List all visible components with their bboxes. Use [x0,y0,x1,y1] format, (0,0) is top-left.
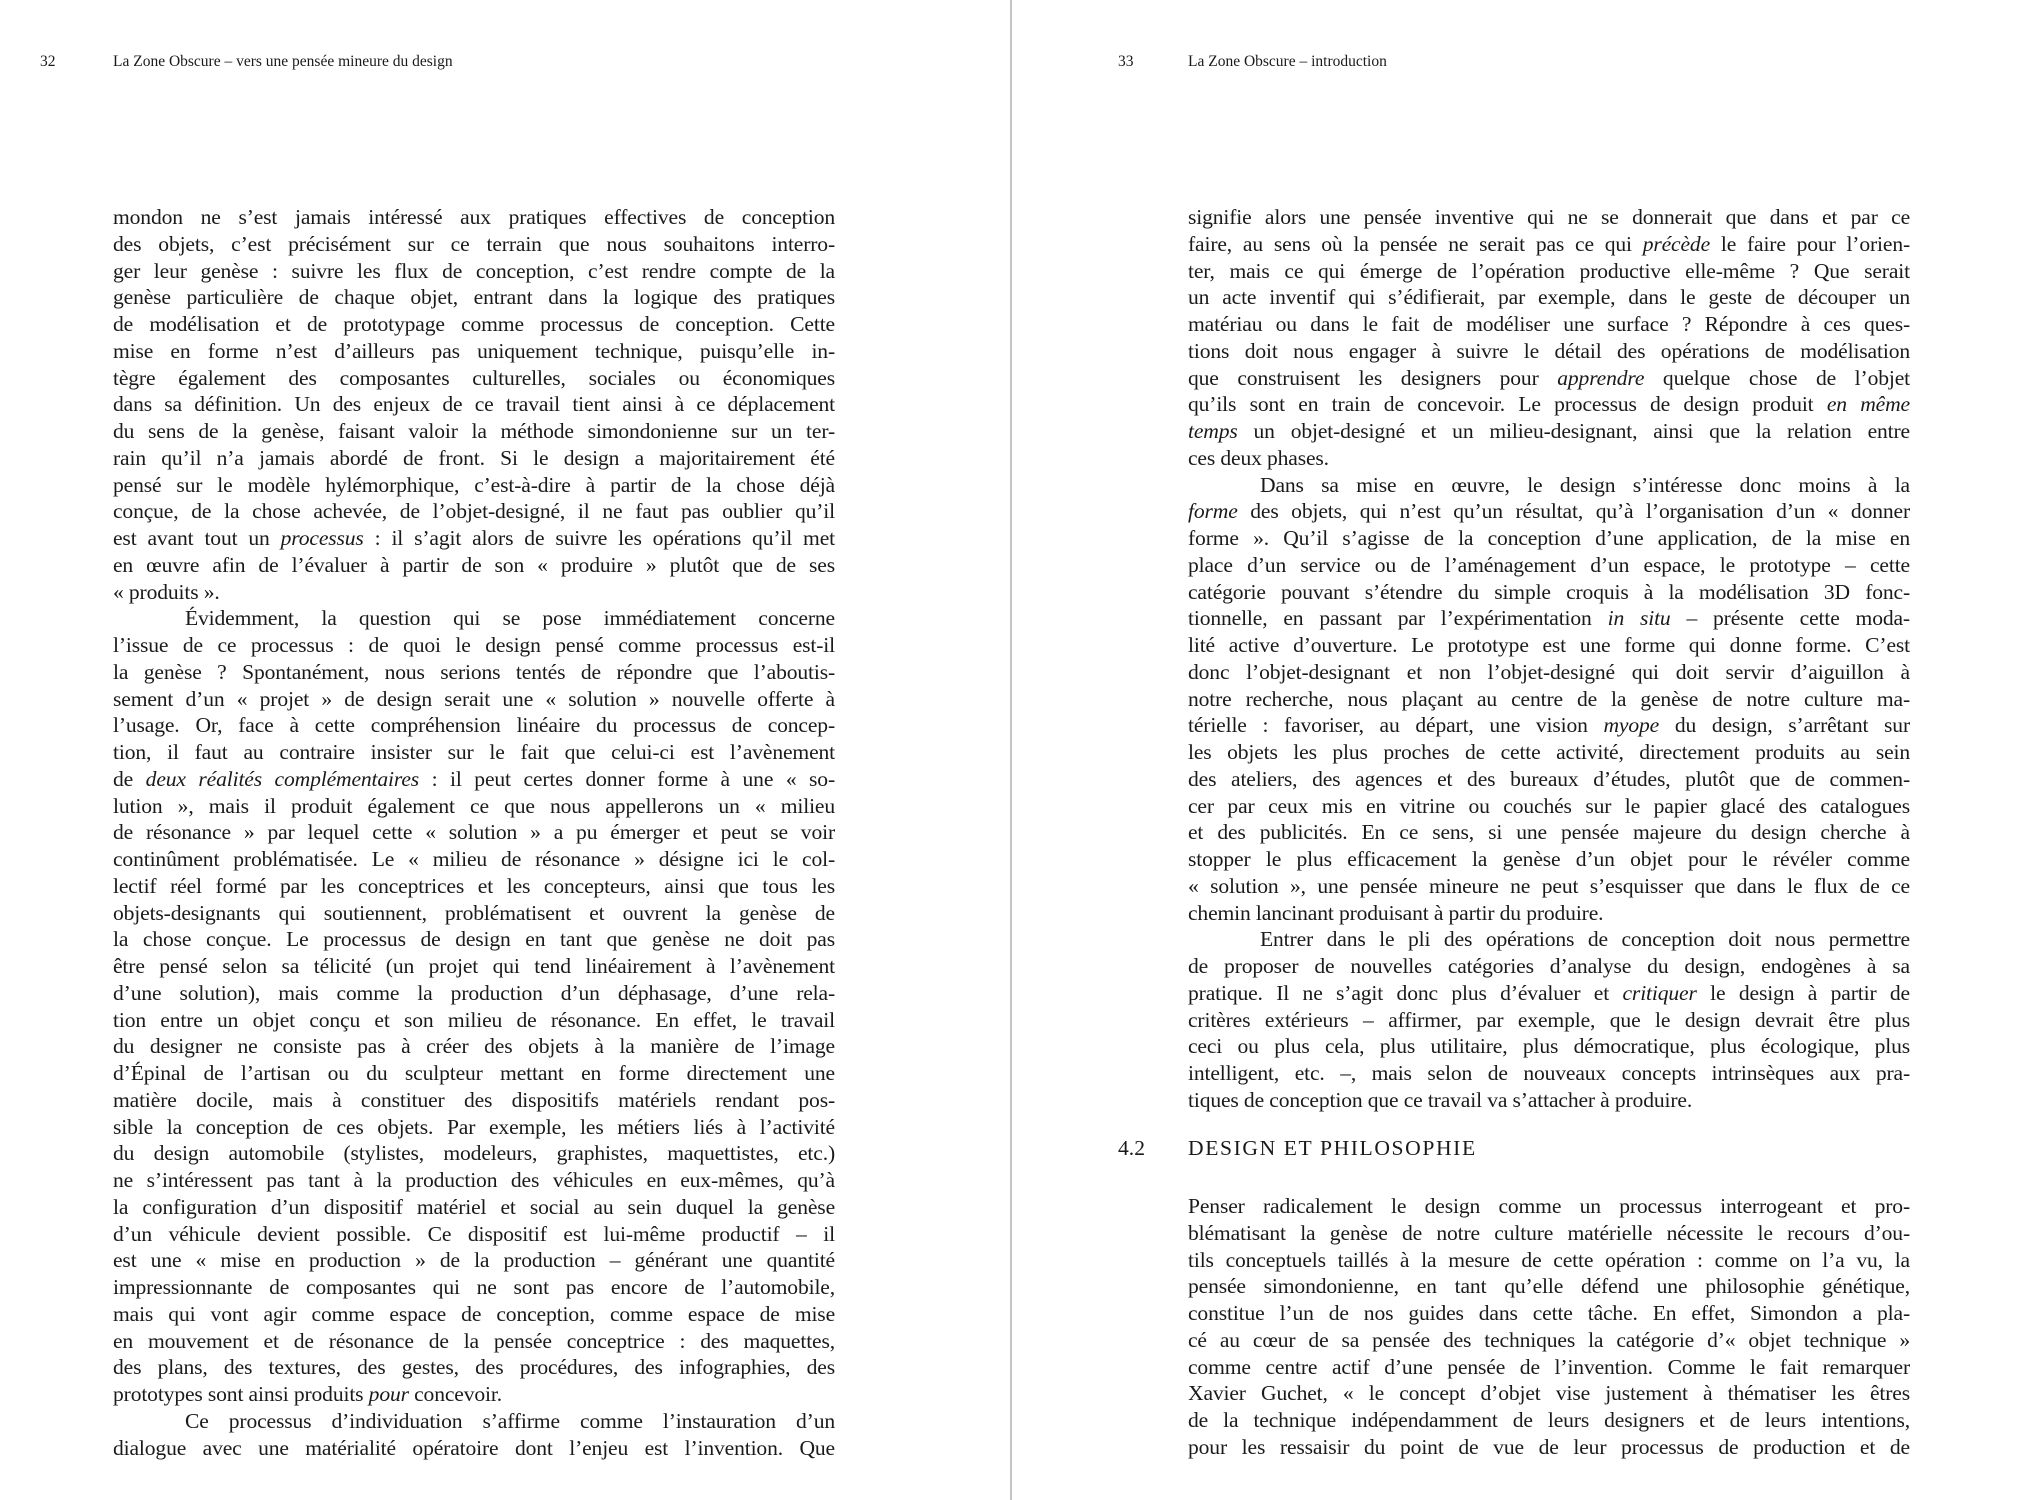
text-line: tègre également des composantes culturelles, sociales ou économiques [113,365,835,390]
text-line: dans sa définition. Un des enjeux de ce travail tient ainsi à ce déplacement [113,392,835,417]
text-line: du sens de la genèse, faisant valoir la méthode simondonienne sur un ter- [113,419,835,443]
right-page-body [1188,204,1910,1114]
section-number: 4.2 [1118,1136,1145,1160]
text-run: un objet-designé et un milieu-designant, ainsi que la relation entre [1237,419,1910,443]
text-line: genèse particulière de chaque objet, entrant dans la logique des pratiques [113,285,835,310]
text-run: – présente cette moda- [1670,606,1910,631]
text-line: sible la conception de ces objets. Par exemple, les métiers liés à l’activité [113,1114,835,1139]
italic-emphasis: précède [1642,231,1711,256]
text-line: Xavier Guchet, « le concept d’objet vise justement à thématiser les êtres [1188,1381,1910,1406]
text-run: térielle : favoriser, au départ, une vision [1188,713,1604,738]
text-line [1188,365,1910,392]
text-line: du designer ne consiste pas à créer des objets à la manière de l’image [113,1034,835,1059]
text-line: donc l’objet-designant et non l’objet-designé qui doit servir d’aiguillon à [1188,659,1910,684]
italic-emphasis: en même [1826,392,1910,417]
text-line: ces deux phases. [1188,445,1329,470]
text-line: signifie alors une pensée inventive qui ne se donnerait que dans et par ce [1188,205,1910,229]
italic-emphasis: critiquer [1622,980,1697,1005]
text-line: est une « mise en production » de la production – générant une quantité [113,1248,835,1273]
text-line: continûment problématisée. Le « milieu de résonance » désigne ici le col- [113,847,835,871]
text-line: Ce processus d’individuation s’affirme comme l’instauration d’un [185,1408,835,1433]
text-run: des objets, qui n’est qu’un résultat, qu’à l’organisation d’un « donner [1237,499,1910,524]
text-line: d’Épinal de l’artisan ou du sculpteur mettant en forme directement une [113,1061,835,1085]
text-line: pensé sur le modèle hylémorphique, c’est-à-dire à partir de la chose déjà [113,472,835,497]
text-line: de la technique indépendamment de leurs designers et de leurs intentions, [1188,1408,1910,1432]
text-run: le design à partir de [1696,980,1910,1005]
text-run: de [113,766,146,791]
text-line [113,525,835,552]
text-line: du design automobile (stylistes, modeleurs, graphistes, maquettistes, etc.) [113,1141,835,1166]
text-line: lution », mais il produit également ce que nous appellerons un « milieu [113,793,835,818]
text-line: en œuvre afin de l’évaluer à partir de son « produire » plutôt que de ses [113,552,835,577]
text-line: notre recherche, nous plaçant au centre de la genèse de notre culture ma- [1188,686,1910,711]
text-line [1188,980,1910,1007]
text-line: critères extérieurs – affirmer, par exemple, que le design devrait être plus [1188,1007,1910,1032]
text-run: faire, au sens où la pensée ne serait pas ce qui [1188,231,1643,256]
text-line: ter, mais ce qui émerge de l’opération productive elle-même ? Que serait [1188,258,1910,283]
text-run: qu’ils sont en train de concevoir. Le processus de design produit [1188,392,1827,417]
text-line: pour les ressaisir du point de vue de leur processus de production et de [1188,1434,1910,1459]
text-line: lectif réel formé par les conceptrices et les concepteurs, ainsi que tous les [113,873,835,898]
text-line: mais qui vont agir comme espace de conception, comme espace de mise [113,1301,835,1326]
text-line: de résonance » par lequel cette « solution » a pu émerger et peut se voir [113,820,835,845]
right-page-number: 33 [1118,53,1134,70]
text-line: l’usage. Or, face à cette compréhension linéaire du processus de concep- [113,713,835,738]
italic-emphasis: in situ [1607,606,1671,631]
italic-emphasis: myope [1603,713,1660,738]
spine-divider [1010,0,1012,1500]
text-line: ceci ou plus cela, plus utilitaire, plus démocratique, plus écologique, plus [1188,1034,1910,1059]
text-line: catégorie pouvant s’étendre du simple croquis à la modélisation 3D fonc- [1188,579,1910,604]
text-line [1188,498,1910,525]
text-run: le faire pour l’orien- [1710,231,1911,256]
text-line: être pensé selon sa télicité (un projet qui tend linéairement à l’avènement [113,954,835,978]
section-title: DESIGN ET PHILOSOPHIE [1188,1136,1477,1160]
italic-emphasis: forme [1188,499,1238,524]
text-line: rain qu’il n’a jamais abordé de front. Si le design a majoritairement été [113,445,835,470]
text-line: « solution », une pensée mineure ne peut s’esquisser que dans le flux de ce [1188,873,1910,898]
text-run: : il peut certes donner forme à une « so- [419,766,835,791]
text-line: cer par ceux mis en vitrine ou couchés sur le papier glacé des catalogues [1188,793,1910,818]
text-line [1188,418,1910,445]
text-line: forme ». Qu’il s’agisse de la conception d’une application, de la mise en [1188,526,1910,550]
text-line: Penser radicalement le design comme un processus interrogeant et pro- [1188,1194,1910,1218]
italic-emphasis: pour [368,1382,409,1406]
text-line: ne s’intéressent pas tant à la production des véhicules en eux-mêmes, qu’à [113,1168,835,1192]
right-header-title: La Zone Obscure – introduction [1188,53,1387,70]
text-line: matériau ou dans le fait de modéliser une surface ? Répondre à ces ques- [1188,312,1910,336]
text-line: tion entre un objet conçu et son milieu de résonance. En effet, le travail [113,1007,835,1032]
italic-emphasis: temps [1188,419,1238,443]
text-line: constitue l’un de nos guides dans cette tâche. En effet, Simondon a pla- [1188,1301,1910,1325]
text-line: dialogue avec une matérialité opératoire dont l’enjeu est l’invention. Que [113,1435,835,1460]
text-line: impressionnante de composantes qui ne sont pas encore de l’automobile, [113,1275,835,1299]
text-line: tiques de conception que ce travail va s’attacher à produire. [1188,1087,1693,1112]
left-page-number: 32 [40,53,56,70]
text-line: sement d’un « projet » de design serait une « solution » nouvelle offerte à [113,686,835,711]
text-line: intelligent, etc. –, mais selon de nouveaux concepts intrinsèques aux pra- [1188,1061,1910,1085]
text-run: quelque chose de l’objet [1644,365,1910,390]
section-body [1188,1193,1910,1461]
text-line: l’issue de ce processus : de quoi le design pensé comme processus est-il [113,633,835,657]
text-line: la configuration d’un dispositif matériel et social au sein duquel la genèse [113,1194,835,1219]
text-line: des objets, c’est précisément sur ce terrain que nous souhaitons interro- [113,231,835,256]
text-line: cé au cœur de sa pensée des techniques la catégorie d’« objet technique » [1188,1327,1910,1352]
text-line: et des publicités. En ce sens, si une pensée majeure du design cherche à [1188,820,1910,845]
text-line: tils conceptuels taillés à la mesure de cette opération : comme on l’a vu, la [1188,1247,1910,1272]
text-line: de proposer de nouvelles catégories d’analyse du design, endogènes à sa [1188,954,1910,978]
text-line: ger leur genèse : suivre les flux de conception, c’est rendre compte de la [113,258,835,283]
text-run: pratique. Il ne s’agit donc plus d’évaluer et [1188,980,1623,1005]
text-run: concevoir. [408,1382,502,1406]
text-line: d’un véhicule devient possible. Ce dispositif est lui-même productif – il [113,1221,835,1246]
left-header-title: La Zone Obscure – vers une pensée mineure du design [113,53,453,70]
text-run: : il s’agit alors de suivre les opérations qu’il met [363,526,835,550]
text-line: « produits ». [113,579,220,604]
text-run: prototypes sont ainsi produits [113,1382,369,1406]
text-line [1188,712,1910,739]
text-line: la chose conçue. Le processus de design en tant que genèse ne doit pas [113,927,835,952]
italic-emphasis: processus [280,526,364,550]
text-line [1188,231,1910,258]
text-line: chemin lancinant produisant à partir du produire. [1188,900,1604,925]
text-line: mise en forme n’est d’ailleurs pas uniquement technique, puisqu’elle in- [113,338,835,363]
text-line: comme centre actif d’une pensée de l’invention. Comme le fait remarquer [1188,1354,1910,1379]
text-line: en mouvement et de résonance de la pensée conceptrice : des maquettes, [113,1328,835,1353]
text-line: stopper le plus efficacement la genèse d’un objet pour le révéler comme [1188,847,1910,871]
text-run: tionnelle, en passant par l’expérimentation [1188,606,1608,631]
section-heading [1118,1134,1477,1162]
text-line: la genèse ? Spontanément, nous serions tentés de répondre que l’aboutis- [113,659,835,684]
text-line: lité active d’ouverture. Le prototype est une forme qui donne forme. C’est [1188,633,1910,657]
text-line [1188,391,1910,418]
text-line: conçue, de la chose achevée, de l’objet-designé, il ne faut pas oublier qu’il [113,499,835,524]
text-run: du design, s’arrêtant sur [1659,713,1910,738]
text-line: des plans, des textures, des gestes, des procédures, des infographies, des [113,1355,835,1380]
italic-emphasis: deux réalités complémentaires [145,766,420,791]
text-line: pensée simondonienne, en tant qu’elle défend une philosophie génétique, [1188,1274,1910,1299]
text-line: un acte inventif qui s’édifierait, par exemple, dans le geste de découper un [1188,285,1910,310]
italic-emphasis: apprendre [1557,365,1645,390]
text-line [1188,605,1910,632]
text-run: est avant tout un [113,526,281,550]
text-line: tions doit nous engager à suivre le détail des opérations de modélisation [1188,338,1910,363]
text-line: Évidemment, la question qui se pose immédiatement concerne [185,606,835,631]
left-page-body [113,204,835,1461]
text-line: objets-designants qui soutiennent, problématisent et ouvrent la genèse de [113,900,835,925]
text-line: mondon ne s’est jamais intéressé aux pratiques effectives de conception [113,205,835,229]
text-line: tion, il faut au contraire insister sur le fait que celui-ci est l’avènement [113,740,835,764]
text-line: Dans sa mise en œuvre, le design s’intéresse donc moins à la [1260,472,1910,497]
text-line: place d’un service ou de l’aménagement d’un espace, le prototype – cette [1188,552,1910,577]
text-line: matière docile, mais à constituer des dispositifs matériels rendant pos- [113,1087,835,1112]
text-run: que construisent les designers pour [1188,365,1558,390]
text-line: de modélisation et de prototypage comme processus de conception. Cette [113,312,835,336]
text-line [113,766,835,793]
text-line: blématisant la genèse de notre culture matérielle nécessite le recours d’ou- [1188,1220,1910,1245]
text-line: Entrer dans le pli des opérations de conception doit nous permettre [1260,927,1910,952]
text-line: des ateliers, des agences et des bureaux d’études, plutôt que de commen- [1188,766,1910,791]
text-line [113,1381,835,1408]
text-line: les objets les plus proches de cette activité, directement produits au sein [1188,740,1910,764]
text-line: d’une solution), mais comme la production d’un déphasage, d’une rela- [113,980,835,1005]
